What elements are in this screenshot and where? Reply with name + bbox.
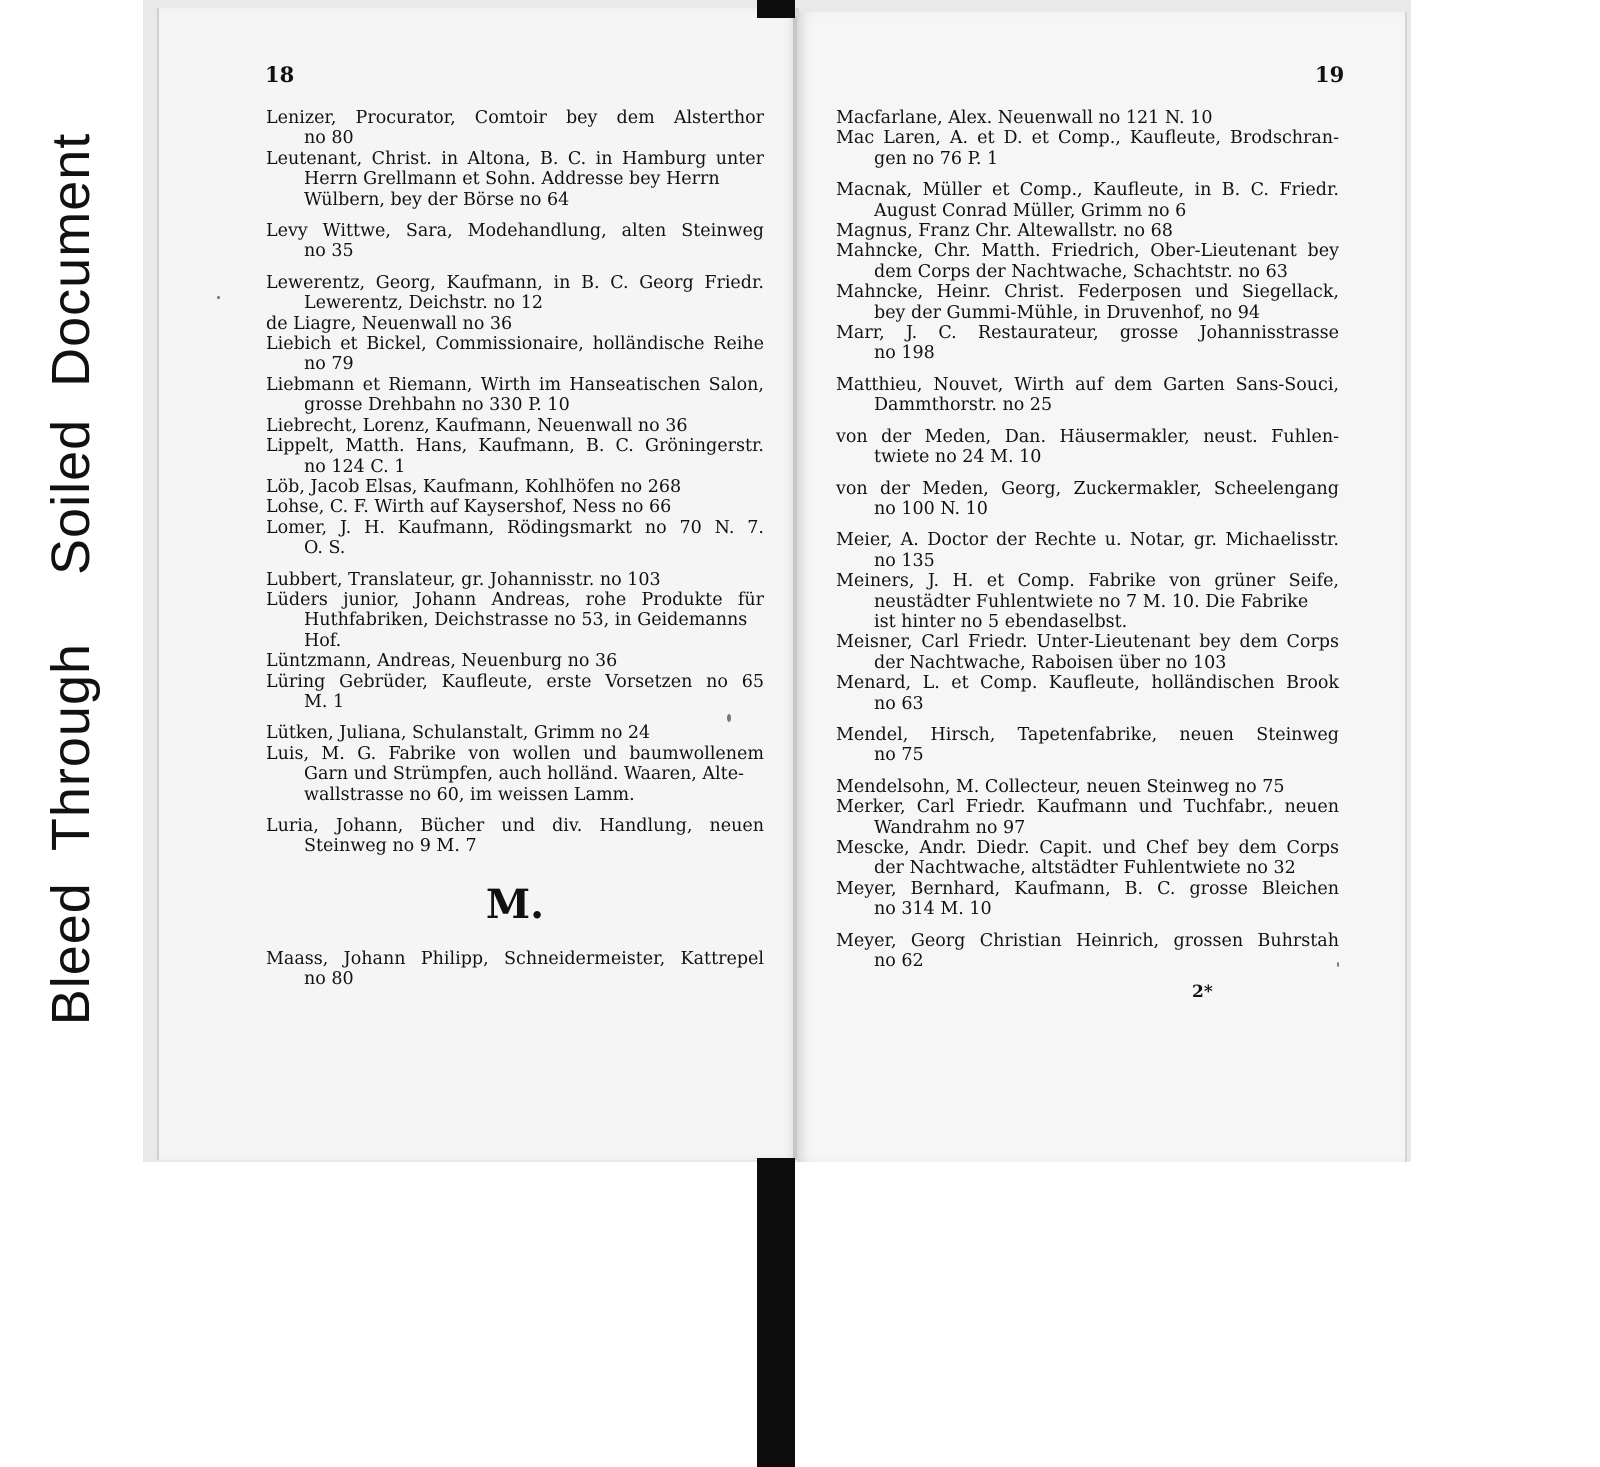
directory-entry bbox=[836, 931, 1339, 972]
entry-first-line: Magnus, Franz Chr. Altewallstr. no 68 bbox=[836, 221, 1173, 242]
directory-entry bbox=[266, 949, 764, 990]
entry-first-line: Mahncke, Chr. Matth. Friedrich, Ober-Lieutenant bey bbox=[836, 241, 1339, 262]
side-label-text bbox=[40, 133, 102, 1026]
entry-continuation-line: wallstrasse no 60, im weissen Lamm. bbox=[304, 784, 635, 805]
book-gutter bbox=[793, 16, 797, 1160]
entry-first-line: Meisner, Carl Friedr. Unter-Lieutenant bey dem Corps bbox=[836, 632, 1339, 653]
spine-strip-top bbox=[757, 0, 795, 18]
directory-entry bbox=[836, 241, 1339, 282]
entry-first-line: Leutenant, Christ. in Altona, B. C. in Hamburg unter bbox=[266, 148, 764, 169]
entry-continuation-line: O. S. bbox=[304, 538, 346, 559]
side-label-word: Through bbox=[41, 642, 101, 852]
entry-first-line: Levy Wittwe, Sara, Modehandlung, alten Steinweg bbox=[266, 221, 764, 242]
entry-first-line: Mahncke, Heinr. Christ. Federposen und Siegellack, bbox=[836, 282, 1339, 303]
entry-continuation-line: M. 1 bbox=[304, 691, 345, 712]
entry-first-line: Matthieu, Nouvet, Wirth auf dem Garten Sans-Souci, bbox=[836, 374, 1339, 395]
entry-first-line: Lomer, J. H. Kaufmann, Rödingsmarkt no 70 N. 7. bbox=[266, 517, 764, 538]
directory-entry bbox=[266, 477, 764, 497]
directory-entry bbox=[836, 282, 1339, 323]
entry-first-line: Lewerentz, Georg, Kaufmann, in B. C. Georg Friedr. bbox=[266, 272, 764, 293]
directory-entry bbox=[836, 632, 1339, 673]
directory-entry bbox=[266, 375, 764, 416]
directory-entry bbox=[266, 816, 764, 857]
right-page-column bbox=[836, 108, 1339, 971]
directory-entry bbox=[266, 314, 764, 334]
entry-first-line: Macnak, Müller et Comp., Kaufleute, in B. C. Friedr. bbox=[836, 180, 1339, 201]
entry-continuation-line: der Nachtwache, altstädter Fuhlentwiete no 32 bbox=[874, 858, 1296, 879]
entry-first-line: Liebmann et Riemann, Wirth im Hanseatischen Salon, bbox=[266, 374, 764, 395]
entry-continuation-line: no 35 bbox=[304, 241, 354, 262]
entry-first-line: Meier, A. Doctor der Rechte u. Notar, gr. Michaelisstr. bbox=[836, 530, 1339, 551]
directory-entry bbox=[266, 744, 764, 805]
entry-first-line: Meyer, Bernhard, Kaufmann, B. C. grosse Bleichen bbox=[836, 878, 1339, 899]
entry-first-line: von der Meden, Georg, Zuckermakler, Scheelengang bbox=[836, 478, 1339, 499]
entry-first-line: Lüders junior, Johann Andreas, rohe Produkte für bbox=[266, 589, 764, 610]
side-label-word: Soiled bbox=[41, 418, 101, 575]
entry-first-line: Liebrecht, Lorenz, Kaufmann, Neuenwall no 36 bbox=[266, 415, 688, 436]
entry-continuation-line: August Conrad Müller, Grimm no 6 bbox=[874, 200, 1187, 221]
entry-continuation-line: no 75 bbox=[874, 745, 924, 766]
entry-first-line: Lohse, C. F. Wirth auf Kaysershof, Ness no 66 bbox=[266, 497, 672, 518]
directory-entry bbox=[836, 797, 1339, 838]
directory-entry bbox=[836, 221, 1339, 241]
paper-speck bbox=[217, 296, 220, 299]
entry-first-line: Lüntzmann, Andreas, Neuenburg no 36 bbox=[266, 651, 618, 672]
entry-continuation-line: no 314 M. 10 bbox=[874, 899, 992, 920]
directory-entry bbox=[836, 571, 1339, 632]
directory-entry bbox=[266, 723, 764, 743]
side-label-word: Bleed bbox=[41, 882, 101, 1026]
entry-first-line: Lubbert, Translateur, gr. Johannisstr. no 103 bbox=[266, 569, 661, 590]
left-page-column bbox=[266, 108, 764, 990]
entry-continuation-line: no 79 bbox=[304, 354, 354, 375]
directory-entry bbox=[836, 375, 1339, 416]
directory-entry bbox=[836, 128, 1339, 169]
entry-continuation-line: Hof. bbox=[304, 630, 342, 651]
entry-first-line: Merker, Carl Friedr. Kaufmann und Tuchfabr., neuen bbox=[836, 797, 1339, 818]
entry-first-line: Marr, J. C. Restaurateur, grosse Johannisstrasse bbox=[836, 323, 1339, 344]
entry-first-line: Lippelt, Matth. Hans, Kaufmann, B. C. Gröningerstr. bbox=[266, 436, 764, 457]
entry-first-line: Luis, M. G. Fabrike von wollen und baumwollenem bbox=[266, 743, 764, 764]
entry-continuation-line: no 135 bbox=[874, 550, 935, 571]
entry-first-line: Lütken, Juliana, Schulanstalt, Grimm no 24 bbox=[266, 723, 651, 744]
entry-continuation-line: der Nachtwache, Raboisen über no 103 bbox=[874, 652, 1227, 673]
entry-continuation-line: no 62 bbox=[874, 951, 924, 972]
entry-first-line: Menard, L. et Comp. Kaufleute, holländischen Brook bbox=[836, 673, 1339, 694]
entry-continuation-line: no 198 bbox=[874, 343, 935, 364]
directory-entry bbox=[266, 497, 764, 517]
directory-entry bbox=[266, 590, 764, 651]
entry-continuation-line: gen no 76 P. 1 bbox=[874, 148, 999, 169]
entry-first-line: Löb, Jacob Elsas, Kaufmann, Kohlhöfen no 268 bbox=[266, 476, 682, 497]
spine-strip-bottom bbox=[757, 1158, 795, 1467]
directory-entry bbox=[836, 323, 1339, 364]
entry-continuation-line: Steinweg no 9 M. 7 bbox=[304, 836, 477, 857]
entry-first-line: von der Meden, Dan. Häusermakler, neust. Fuhlen- bbox=[836, 426, 1339, 447]
paper-speck bbox=[727, 714, 731, 722]
entry-continuation-line: no 80 bbox=[304, 969, 354, 990]
directory-entry bbox=[266, 672, 764, 713]
directory-entry bbox=[836, 530, 1339, 571]
entry-continuation-line: bey der Gummi-Mühle, in Druvenhof, no 94 bbox=[874, 302, 1261, 323]
section-heading: M. bbox=[485, 880, 545, 928]
entry-continuation-line: grosse Drehbahn no 330 P. 10 bbox=[304, 395, 570, 416]
directory-entry bbox=[266, 108, 764, 149]
entry-continuation-line: no 100 N. 10 bbox=[874, 498, 988, 519]
directory-entry bbox=[836, 838, 1339, 879]
entry-first-line: Mac Laren, A. et D. et Comp., Kaufleute, Brodschran- bbox=[836, 128, 1339, 149]
entry-first-line: Meyer, Georg Christian Heinrich, grossen Buhrstah bbox=[836, 930, 1339, 951]
entry-continuation-line: Dammthorstr. no 25 bbox=[874, 395, 1053, 416]
page-number-right: 19 bbox=[1315, 62, 1345, 87]
directory-entry bbox=[836, 180, 1339, 221]
directory-entry bbox=[266, 436, 764, 477]
entry-continuation-line: neustädter Fuhlentwiete no 7 M. 10. Die Fabrike bbox=[874, 591, 1309, 612]
entry-first-line: Meiners, J. H. et Comp. Fabrike von grüner Seife, bbox=[836, 571, 1339, 592]
entry-continuation-line: ist hinter no 5 ebendaselbst. bbox=[874, 611, 1128, 632]
entry-continuation-line: Wülbern, bey der Börse no 64 bbox=[304, 189, 570, 210]
entry-first-line: Liebich et Bickel, Commissionaire, holländische Reihe bbox=[266, 334, 764, 355]
entry-first-line: Mescke, Andr. Diedr. Capit. und Chef bey dem Corps bbox=[836, 838, 1339, 858]
entry-first-line: de Liagre, Neuenwall no 36 bbox=[266, 313, 513, 334]
entry-continuation-line: Huthfabriken, Deichstrasse no 53, in Geidemanns bbox=[304, 610, 748, 631]
entry-first-line: Lenizer, Procurator, Comtoir bey dem Alsterthor bbox=[266, 108, 764, 128]
directory-entry bbox=[266, 651, 764, 671]
entry-first-line: Mendelsohn, M. Collecteur, neuen Steinweg no 75 bbox=[836, 776, 1285, 797]
directory-entry bbox=[836, 777, 1339, 797]
directory-entry bbox=[836, 479, 1339, 520]
directory-entry bbox=[836, 427, 1339, 468]
entry-first-line: Maass, Johann Philipp, Schneidermeister, Kattrepel bbox=[266, 948, 764, 969]
entry-continuation-line: Wandrahm no 97 bbox=[874, 817, 1026, 838]
entry-continuation-line: no 124 C. 1 bbox=[304, 456, 406, 477]
entry-first-line: Macfarlane, Alex. Neuenwall no 121 N. 10 bbox=[836, 108, 1213, 128]
directory-entry bbox=[836, 879, 1339, 920]
entry-continuation-line: no 80 bbox=[304, 128, 354, 149]
entry-continuation-line: Herrn Grellmann et Sohn. Addresse bey Herrn bbox=[304, 169, 720, 190]
entry-continuation-line: Lewerentz, Deichstr. no 12 bbox=[304, 293, 543, 314]
page-number-left: 18 bbox=[265, 62, 295, 87]
paper-speck bbox=[1337, 962, 1339, 967]
entry-first-line: Mendel, Hirsch, Tapetenfabrike, neuen Steinweg bbox=[836, 724, 1339, 745]
entry-continuation-line: twiete no 24 M. 10 bbox=[874, 447, 1042, 468]
directory-entry bbox=[836, 673, 1339, 714]
entry-first-line: Luria, Johann, Bücher und div. Handlung, neuen bbox=[266, 816, 764, 836]
entry-continuation-line: no 63 bbox=[874, 693, 924, 714]
entry-continuation-line: Garn und Strümpfen, auch holländ. Waaren, Alte- bbox=[304, 764, 744, 785]
entry-first-line: Lüring Gebrüder, Kaufleute, erste Vorsetzen no 65 bbox=[266, 671, 764, 692]
directory-entry bbox=[266, 518, 764, 559]
side-label bbox=[32, 60, 110, 1098]
directory-entry bbox=[266, 334, 764, 375]
directory-entry bbox=[266, 416, 764, 436]
directory-entry bbox=[836, 108, 1339, 128]
directory-entry bbox=[836, 725, 1339, 766]
directory-entry bbox=[266, 570, 764, 590]
directory-entry bbox=[266, 221, 764, 262]
directory-entry bbox=[266, 149, 764, 210]
signature-mark: 2* bbox=[1192, 982, 1213, 1002]
entry-continuation-line: dem Corps der Nachtwache, Schachtstr. no 63 bbox=[874, 261, 1288, 282]
side-label-word: Document bbox=[41, 132, 101, 387]
directory-entry bbox=[266, 273, 764, 314]
